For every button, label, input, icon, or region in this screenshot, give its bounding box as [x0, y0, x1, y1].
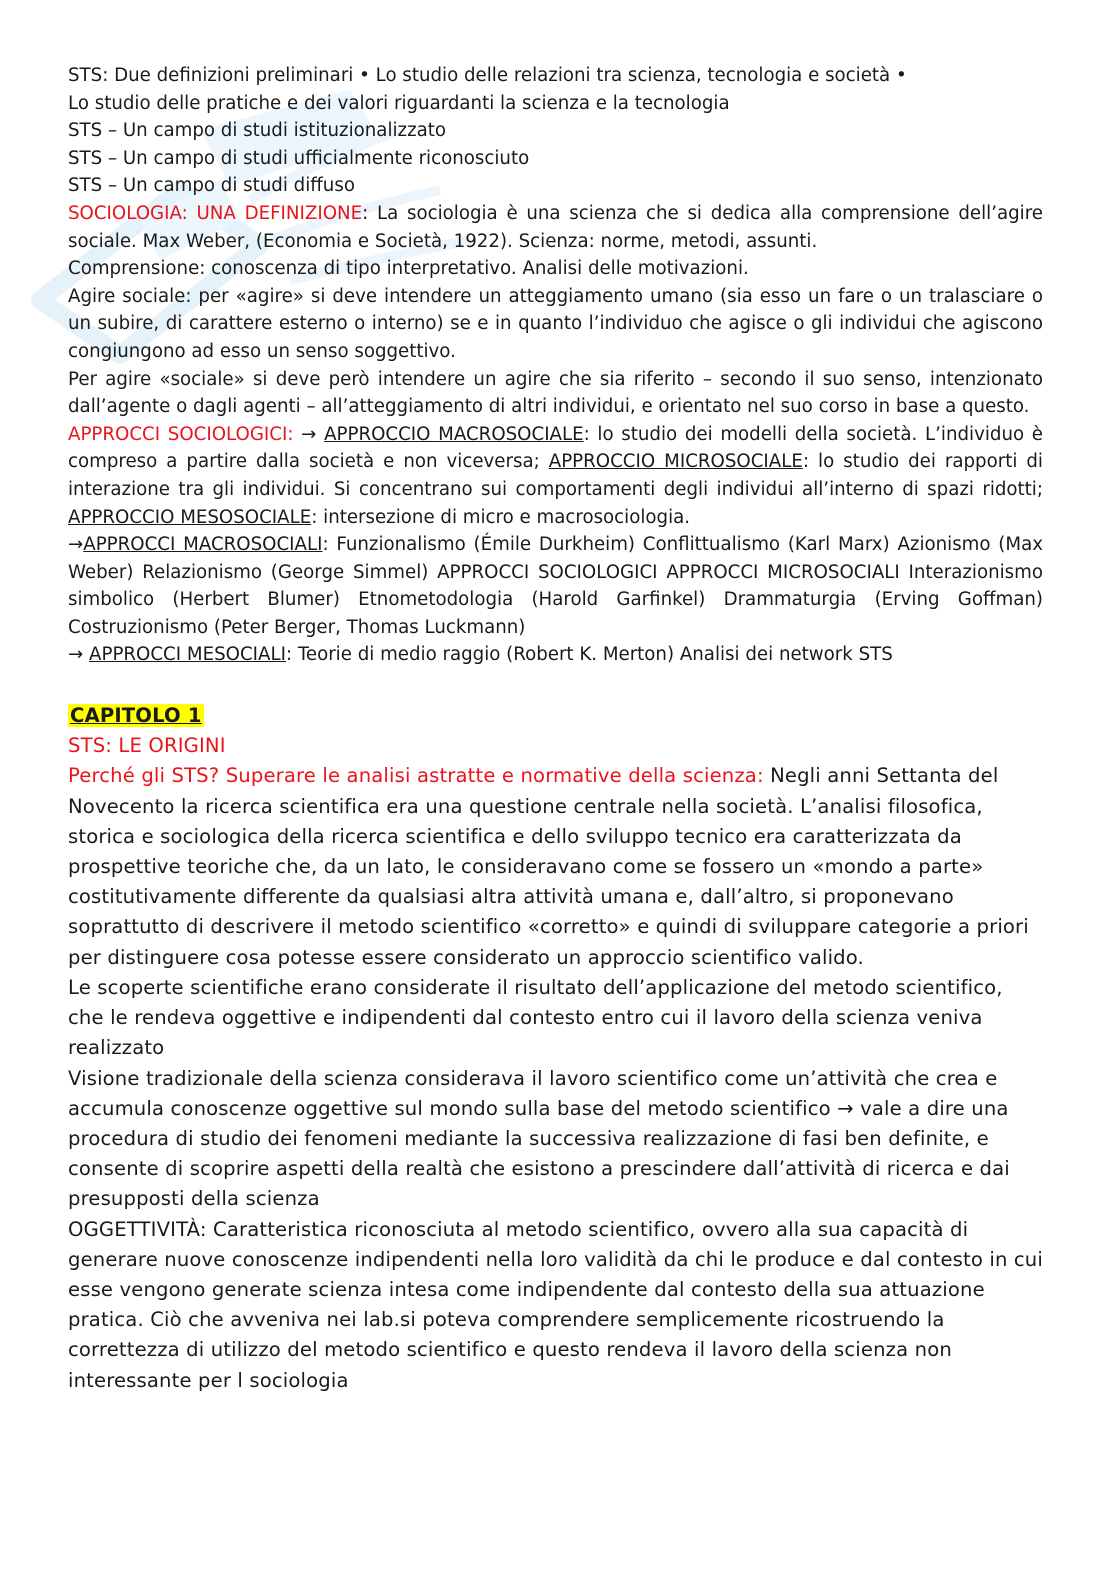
- sociologia-heading: SOCIOLOGIA: UNA DEFINIZIONE: [68, 202, 363, 224]
- macrosociale-label: APPROCCIO MACROSOCIALE: [324, 423, 584, 445]
- microsociale-label: APPROCCIO MICROSOCIALE: [548, 451, 803, 473]
- oggettivita-paragraph: OGGETTIVITÀ: Caratteristica riconosciuta al metodo scientifico, ovvero alla sua capacità di generare nuove conoscenze indipendenti nella loro validità da chi le produce e dal contesto in cui esse vengono generate scienza intesa come indipendente dal contesto della sua attuazione pratica. Ciò che avveniva nei lab.si poteva comprendere semplicemente ricostruendo la correttezza di utilizzo del metodo scientifico e questo rendeva il lavoro della scienza non interessante per l sociologia: [68, 1217, 1043, 1392]
- approcci-heading: APPROCCI SOCIOLOGICI:: [68, 423, 294, 445]
- intro-section: [68, 62, 1043, 669]
- sts-field-3: STS – Un campo di studi diffuso: [68, 175, 355, 197]
- why-sts-paragraph: [68, 761, 1043, 972]
- mesociali-label: APPROCCI MESOCIALI: [89, 644, 286, 666]
- sts-field-2: STS – Un campo di studi ufficialmente riconosciuto: [68, 147, 530, 169]
- mesociali-paragraph: [68, 641, 1043, 669]
- macrosociali-text: : Funzionalismo (Émile Durkheim) Conflittualismo (Karl Marx) Azionismo (Max Weber) Relazionismo (George Simmel) APPROCCI SOCIOLOGICI APPROCCI MICROSOCIALI Interazionismo simbolico (Herbert Blumer) Etnometodologia (Harold Garfinkel) Drammaturgia (Erving Goffman) Costruzionismo (Peter Berger, Thomas Luckmann): [68, 534, 1044, 638]
- mesosociale-text: : intersezione di micro e macrosociologia.: [311, 506, 691, 528]
- sts-field-1: STS – Un campo di studi istituzionalizzato: [68, 120, 447, 142]
- arrow-glyph: →: [293, 423, 325, 445]
- why-sts-heading: Perché gli STS? Superare le analisi astratte e normative della scienza:: [68, 764, 764, 788]
- sociologia-paragraph: [68, 200, 1043, 255]
- macrosociali-label: APPROCCI MACROSOCIALI: [83, 534, 323, 556]
- agire-sociale-paragraph-2: Per agire «sociale» si deve però intendere un agire che sia riferito – secondo il suo senso, intenzionato dall’agente o dagli agenti – all’atteggiamento di altri individui, e orientato nel suo corso in base a questo.: [68, 368, 1043, 418]
- sts-line-1: STS: Due definizioni preliminari • Lo studio delle relazioni tra scienza, tecnologia e società •: [68, 65, 907, 86]
- arrow-glyph: →: [68, 534, 84, 556]
- chapter-title: CAPITOLO 1: [70, 704, 202, 728]
- sociologia-text: : La sociologia è una scienza che si dedica alla comprensione dell’agire sociale. Max Weber, (Economia e Società, 1922). Scienza: norme, metodi, assunti.: [68, 202, 1043, 252]
- mesociali-text: : Teorie di medio raggio (Robert K. Merton) Analisi dei network STS: [285, 644, 893, 666]
- scoperte-paragraph: Le scoperte scientifiche erano considerate il risultato dell’applicazione del metodo scientifico, che le rendeva oggettive e indipendenti dal contesto entro cui il lavoro della scienza veniva realizzato: [68, 975, 1003, 1060]
- microsociale-text: : lo studio dei rapporti di interazione tra gli individui. Si concentrano sui comportamenti degli individui all’interno di spazi ridotti;: [68, 451, 1043, 500]
- macrosociale-text: : lo studio dei modelli della società. L’individuo è compreso a partire dalla società e non viceversa;: [68, 423, 1043, 473]
- visione-paragraph: Visione tradizionale della scienza considerava il lavoro scientifico come un’attività che crea e accumula conoscenze oggettive sul mondo sulla base del metodo scientifico → vale a dire una procedura di studio dei fenomeni mediante la successiva realizzazione di fasi ben definite, e consente di scoprire aspetti della realtà che esistono a prescindere dall’attività di ricerca e dai presupposti della scienza: [68, 1066, 1010, 1211]
- chapter-section: [68, 701, 1043, 1396]
- arrow-glyph: →: [68, 644, 90, 666]
- document-page: [68, 62, 1043, 1396]
- comprensione-line: Comprensione: conoscenza di tipo interpretativo. Analisi delle motivazioni.: [68, 258, 749, 280]
- sts-line-2: Lo studio delle pratiche e dei valori riguardanti la scienza e la tecnologia: [68, 92, 730, 114]
- why-sts-text: Negli anni Settanta del Novecento la ricerca scientifica era una questione centrale nella società. L’analisi filosofica, storica e sociologica della ricerca scientifica e dello sviluppo tecnico era caratterizzata da prospettive teoriche che, da un lato, le consideravano come se fossero un «mondo a parte» costitutivamente differente da qualsiasi altra attività umana e, dall’altro, si proponevano soprattutto di descrivere il metodo scientifico «corretto» e quindi di sviluppare categorie a priori per distinguere cosa potesse essere considerato un approccio scientifico valido.: [68, 764, 1029, 969]
- macrosociali-paragraph: [68, 531, 1043, 641]
- mesosociale-label: APPROCCIO MESOSOCIALE: [68, 506, 312, 528]
- approcci-paragraph: [68, 421, 1043, 531]
- agire-sociale-paragraph: Agire sociale: per «agire» si deve intendere un atteggiamento umano (sia esso un fare o un tralasciare o un subire, di carattere esterno o interno) se e in quanto l’individuo che agisce o gli individui che agiscono congiungono ad esso un senso soggettivo.: [68, 285, 1043, 362]
- chapter-title-line: [68, 701, 1043, 731]
- chapter-subtitle: STS: LE ORIGINI: [68, 734, 226, 758]
